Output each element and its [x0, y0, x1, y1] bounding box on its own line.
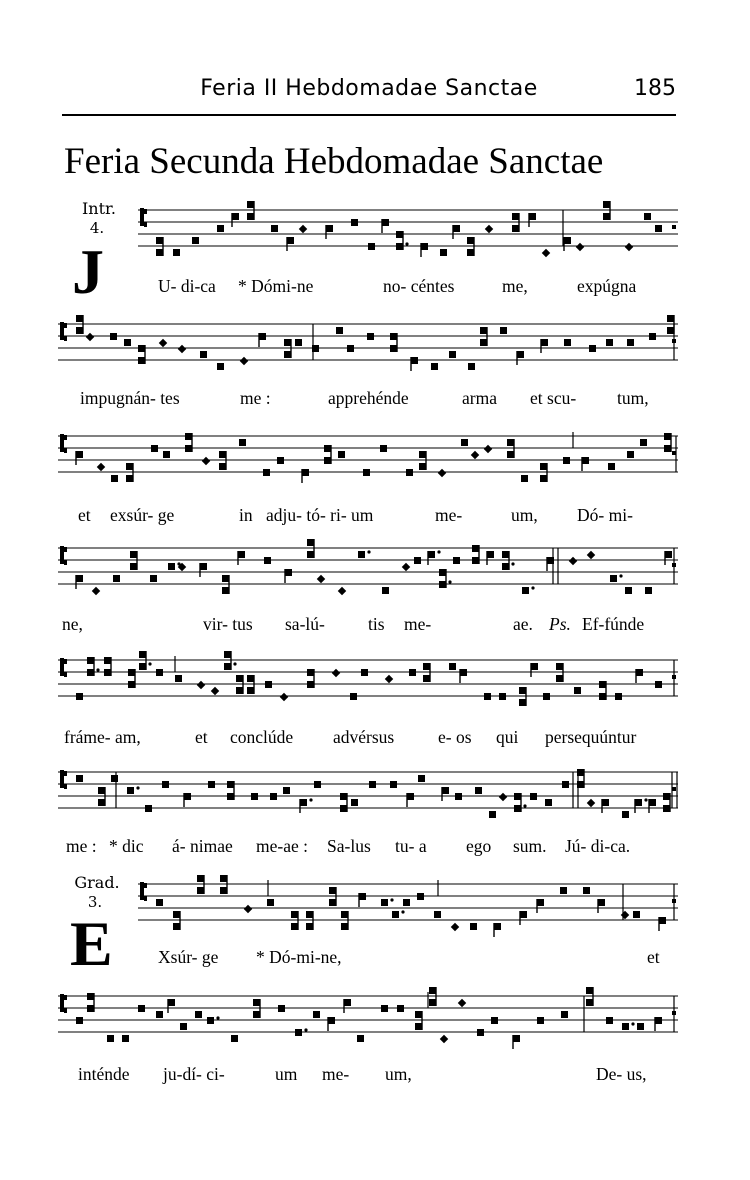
lyric-syllable: tis — [368, 614, 385, 634]
chant-staff — [58, 318, 678, 372]
header-rule — [62, 114, 676, 116]
lyric-syllable: apprehénde — [328, 388, 409, 408]
lyric-syllable: um — [275, 1064, 298, 1084]
gradual-initial: E — [70, 908, 113, 979]
lyric-syllable: De- us, — [596, 1064, 647, 1084]
page-title: Feria Secunda Hebdomadae Sanctae — [64, 141, 604, 182]
psalm-marker: Ps. — [549, 614, 571, 634]
lyric-syllable: arma — [462, 388, 497, 408]
lyric-syllable: exsúr- ge — [110, 505, 175, 525]
running-title: Feria II Hebdomadae Sanctae — [200, 76, 538, 101]
introit-initial: J — [72, 236, 104, 307]
running-header — [62, 72, 676, 106]
lyric-syllable: U- di-ca — [158, 276, 216, 296]
lyric-syllable: vir- tus — [203, 614, 253, 634]
lyric-syllable: ae. — [513, 614, 533, 634]
lyric-syllable: Jú- di-ca. — [565, 836, 631, 856]
lyric-syllable: ju-dí- ci- — [163, 1064, 225, 1084]
chant-staff — [58, 990, 678, 1044]
introit-label: Intr. — [81, 199, 117, 218]
lyric-syllable: me : — [240, 388, 271, 408]
lyric-syllable: adju- tó- ri- um — [266, 505, 374, 525]
lyric-syllable: no- céntes — [383, 276, 455, 296]
lyric-syllable: et — [647, 947, 660, 967]
lyric-syllable: Dó- mi- — [577, 505, 633, 525]
chant-staff — [138, 204, 678, 258]
chant-staff — [58, 654, 678, 708]
lyric-syllable: tu- a — [395, 836, 427, 856]
lyric-syllable: et — [78, 505, 91, 525]
lyric-syllable: Xsúr- ge — [158, 947, 219, 967]
lyric-syllable: me : — [66, 836, 97, 856]
lyric-syllable: Ef-fúnde — [582, 614, 645, 634]
chant-staff — [58, 430, 678, 484]
lyric-syllable: me- — [435, 505, 463, 525]
lyric-syllable: et — [195, 727, 208, 747]
lyric-syllable: advérsus — [333, 727, 395, 747]
lyric-syllable: * Dó-mi-ne, — [256, 947, 342, 967]
chant-staff — [58, 766, 678, 820]
lyric-syllable: expúgna — [577, 276, 637, 296]
lyric-syllable: me- — [404, 614, 432, 634]
chant-staff — [58, 542, 678, 596]
lyric-syllable: um, — [385, 1064, 412, 1084]
lyric-syllable: conclúde — [230, 727, 294, 747]
lyric-syllable: á- nimae — [172, 836, 233, 856]
lyric-syllable: impugnán- tes — [80, 388, 180, 408]
lyric-syllable: me- — [322, 1064, 350, 1084]
gradual-mode: 3. — [87, 893, 103, 911]
lyric-syllable: e- os — [438, 727, 472, 747]
lyric-syllable: me-ae : — [256, 836, 308, 856]
page-number: 185 — [634, 76, 676, 101]
lyric-syllable: persequúntur — [545, 727, 637, 747]
lyric-syllable: tum, — [617, 388, 649, 408]
chant-staff — [138, 878, 678, 932]
lyric-syllable: Sa-lus — [327, 836, 371, 856]
lyric-syllable: sum. — [513, 836, 547, 856]
lyric-syllable: * Dómi-ne — [238, 276, 314, 296]
lyric-syllable: sa-lú- — [285, 614, 325, 634]
lyric-syllable: ego — [466, 836, 492, 856]
lyric-syllable: qui — [496, 727, 519, 747]
lyric-syllable: inténde — [78, 1064, 130, 1084]
lyric-syllable: in — [239, 505, 253, 525]
lyric-syllable: * dic — [109, 836, 144, 856]
lyric-syllable: me, — [502, 276, 528, 296]
lyric-syllable: um, — [511, 505, 538, 525]
gradual-label: Grad. — [74, 873, 120, 892]
introit-mode: 4. — [89, 219, 105, 237]
lyric-syllable: ne, — [62, 614, 83, 634]
lyric-syllable: et scu- — [530, 388, 577, 408]
lyric-syllable: fráme- am, — [64, 727, 141, 747]
